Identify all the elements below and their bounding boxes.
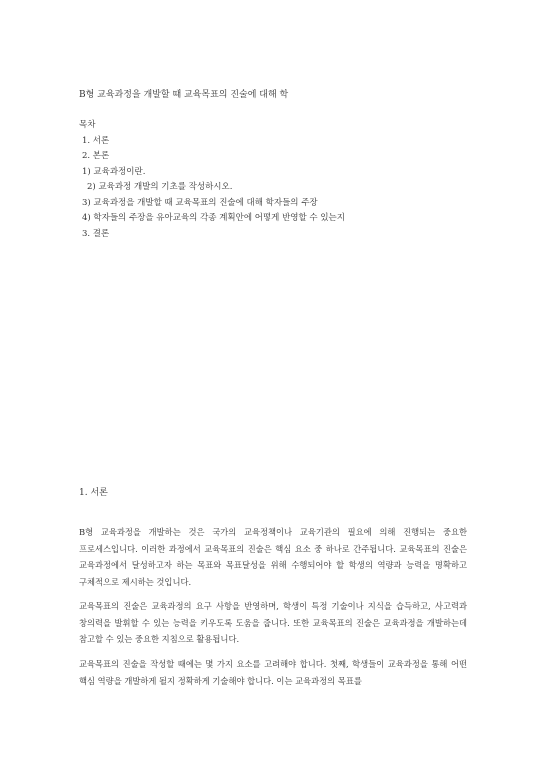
toc-item: 3. 결론 bbox=[82, 228, 110, 239]
toc-item: 1. 서론 bbox=[82, 135, 110, 146]
toc-heading: 목차 bbox=[79, 120, 96, 130]
table-of-contents bbox=[79, 118, 345, 242]
paragraph: B형 교육과정을 개발하는 것은 국가의 교육정책이나 교육기관의 필요에 의해 진행되는 중요한 프로세스입니다. 이러한 과정에서 교육목표의 진술은 핵심 요소 중 하나로 간주됩니다. 교육목표의 진술은 교육과정에서 달성하고자 하는 목표와 목표달성을 위해 수행되어야 할 학생의 역량과 능력을 명확하고 구체적으로 제시하는 것입니다. bbox=[79, 527, 467, 587]
paragraph: 교육목표의 진술을 작성할 때에는 몇 가지 요소를 고려해야 합니다. 첫째, 학생들이 교육과정을 통해 어떤 핵심 역량을 개발하게 될지 정확하게 기술해야 합니다. 이는 교육과정의 목표를 bbox=[79, 659, 467, 686]
section-title: 1. 서론 bbox=[79, 488, 108, 498]
document-title: B형 교육과정을 개발할 때 교육목표의 진술에 대해 학 bbox=[79, 90, 289, 100]
toc-item: 1) 교육과정이란. bbox=[82, 166, 146, 177]
toc-item: 2) 교육과정 개발의 기초를 작성하시오. bbox=[87, 182, 233, 192]
toc-item: 2. 본론 bbox=[82, 151, 110, 161]
toc-item: 3) 교육과정을 개발할 때 교육목표의 진술에 대해 학자들의 주장 bbox=[82, 197, 318, 208]
paragraph: 교육목표의 진술은 교육과정의 요구 사항을 반영하며, 학생이 특정 기술이나 지식을 습득하고, 사고력과 창의력을 발휘할 수 있는 능력을 키우도록 도움을 줍니다. 또한 교육목표의 진술은 교육과정을 개발하는데 참고할 수 있는 중요한 지침으로 활용됩니다. bbox=[79, 601, 467, 644]
toc-item: 4) 학자들의 주장을 유아교육의 각종 계획안에 어떻게 반영할 수 있는지 bbox=[82, 213, 345, 223]
